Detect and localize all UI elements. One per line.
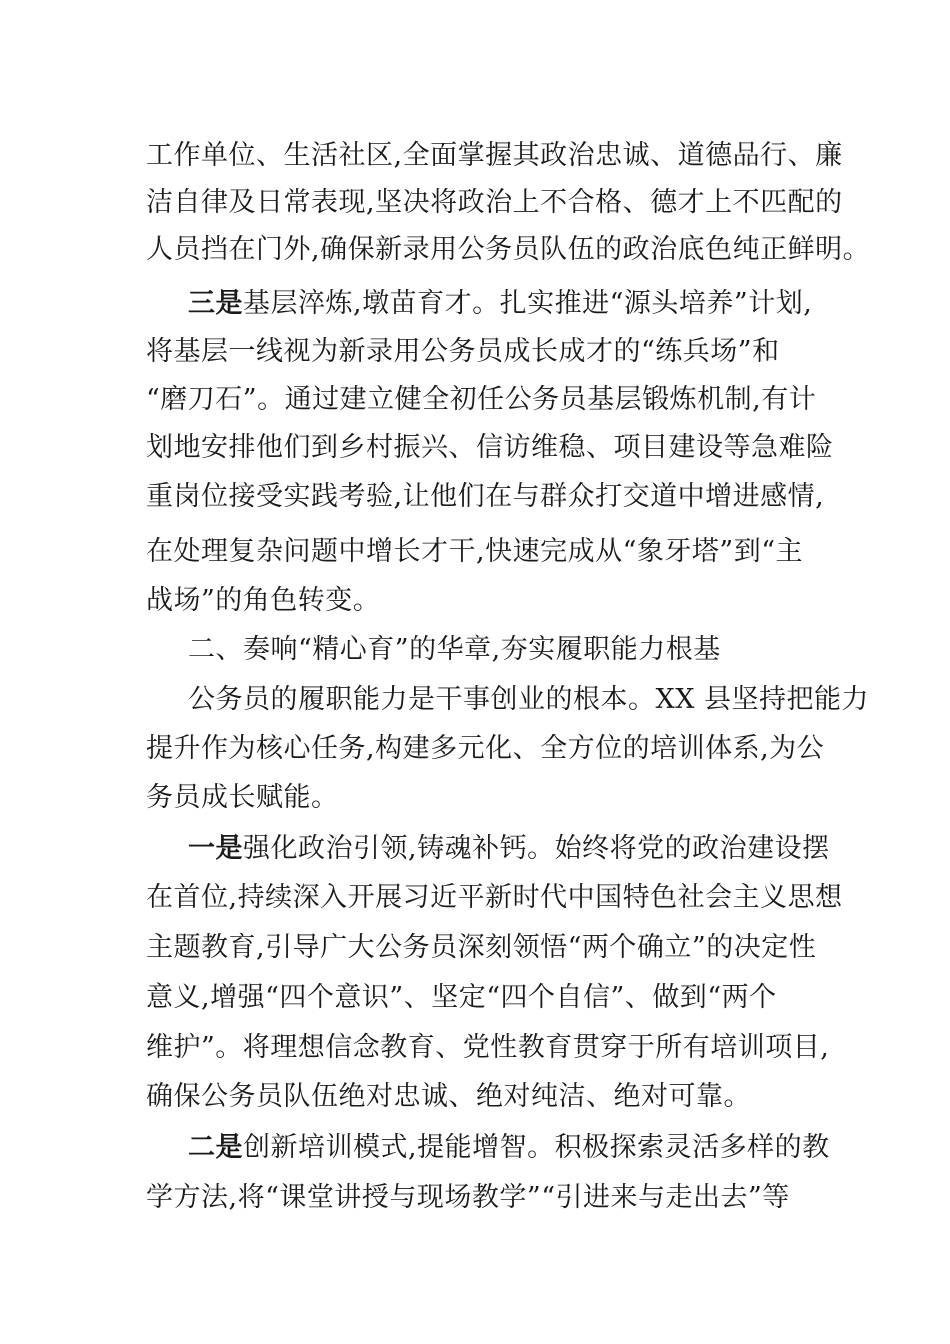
text-line: 务员成长赋能。 [146,782,339,813]
text-line: 在首位,持续深入开展习近平新时代中国特色社会主义思想 [146,882,843,913]
text-line: 主题教育,引导广大公务员深刻领悟“两个确立”的决定性 [146,932,817,963]
lead-label: 三是 [188,288,243,319]
text-line: “磨刀石”。通过建立健全初任公务员基层锻炼机制,有计 [146,384,817,415]
text-line: 学方法,将“课堂讲授与现场教学”“引进来与走出去”等 [146,1182,790,1213]
section-heading: 二、奏响“精心育”的华章,夯实履职能力根基 [188,634,721,665]
text-line: 公务员的履职能力是干事创业的根本。XX 县坚持把能力 [188,684,870,715]
text-line: 维护”。将理想信念教育、党性教育贯穿于所有培训项目, [146,1032,830,1063]
paragraph-one-first-line: 一是强化政治引领,铸魂补钙。始终将党的政治建设摆 [188,833,830,864]
lead-label: 一是 [188,833,243,864]
text-line: 在处理复杂问题中增长才干,快速完成从“象牙塔”到“主 [146,536,803,567]
text-line: 工作单位、生活社区,全面掌握其政治忠诚、道德品行、廉 [146,140,843,171]
paragraph-two-first-line: 二是创新培训模式,提能增智。积极探索灵活多样的教 [188,1132,830,1163]
text-line: 人员挡在门外,确保新录用公务员队伍的政治底色纯正鲜明。 [146,234,871,265]
text-line: 重岗位接受实践考验,让他们在与群众打交道中增进感情, [146,481,825,512]
text-line: 战场”的角色转变。 [146,585,381,616]
text-line: 提升作为核心任务,构建多元化、全方位的培训体系,为公 [146,733,825,764]
paragraph-three-first-line: 三是基层淬炼,墩苗育才。扎实推进“源头培养”计划, [188,288,813,319]
text-line: 划地安排他们到乡村振兴、信访维稳、项目建设等急难险 [146,432,834,463]
text-line: 将基层一线视为新录用公务员成长成才的“练兵场”和 [146,336,780,367]
text-line: 确保公务员队伍绝对忠诚、绝对纯洁、绝对可靠。 [146,1081,751,1112]
lead-label: 二是 [188,1132,243,1163]
text-line: 洁自律及日常表现,坚决将政治上不合格、德才上不匹配的 [146,187,843,218]
text-line: 意义,增强“四个意识”、坚定“四个自信”、做到“两个 [146,982,777,1013]
